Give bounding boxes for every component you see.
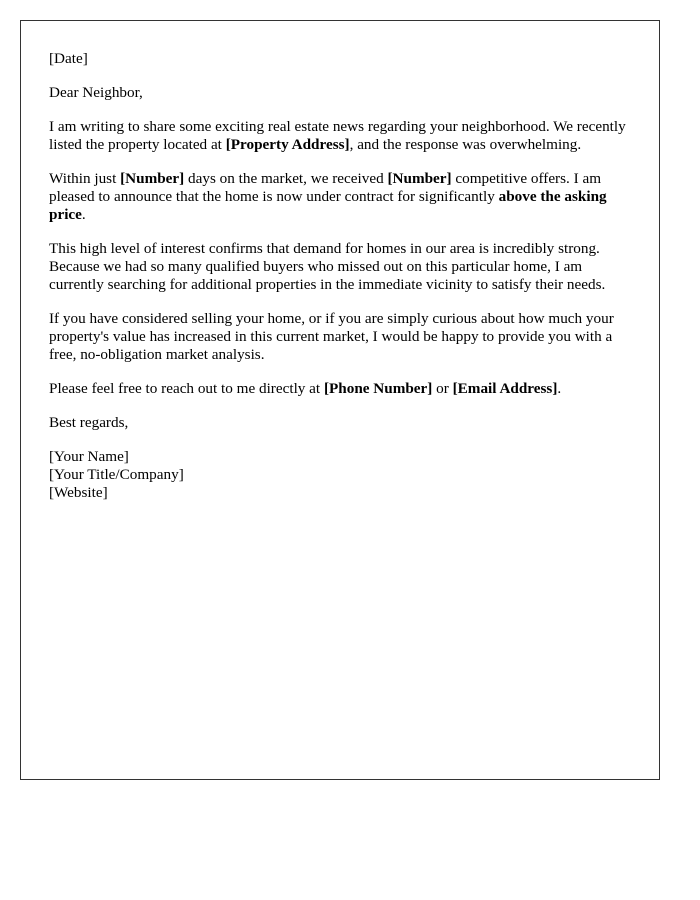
paragraph-intro-text-after: , and the response was overwhelming. [349,136,582,153]
letter-salutation: Dear Neighbor, [49,84,143,101]
contact-text-1: Please feel free to reach out to me directly at [49,380,324,397]
paragraph-intro-text-before: I am writing to share some exciting real estate news regarding your neighborhood. We recently listed the property located at [49,118,626,153]
days-number-placeholder: [Number] [120,170,185,187]
market-results-text-2: days on the market, we received [184,170,388,187]
paragraph-intro [49,118,633,154]
email-address-placeholder: [Email Address] [452,380,558,397]
market-results-text-1: Within just [49,170,121,187]
letter-closing: Best regards, [49,414,129,431]
market-results-text-3: competitive offers. I am pleased to announce that the home is now under contract for significantly [49,170,602,205]
paragraph-demand: This high level of interest confirms that demand for homes in our area is incredibly strong. Because we had so many qualified buyers who missed out on this particular home, I am currently searching for additional properties in the immediate vicinity to satisfy their needs. [49,240,606,293]
paragraph-market-results [49,170,633,224]
signature-block [49,448,633,502]
property-address-placeholder: [Property Address] [225,136,350,153]
market-results-text-4: . [81,206,86,223]
letter-document [20,20,660,780]
phone-number-placeholder: [Phone Number] [323,380,433,397]
letter-date: [Date] [49,50,88,67]
signature-website: [Website] [49,484,108,501]
offers-number-placeholder: [Number] [387,170,452,187]
paragraph-offer-analysis: If you have considered selling your home, or if you are simply curious about how much your property's value has increased in this current market, I would be happy to provide you with a free, no-obligation market analysis. [49,310,614,363]
contact-text-3: . [557,380,562,397]
signature-title-company: [Your Title/Company] [49,466,184,483]
signature-name: [Your Name] [49,448,129,465]
above-asking-price-emphasis: above the asking price [49,188,607,223]
paragraph-contact [49,380,633,398]
contact-text-2: or [432,380,453,397]
